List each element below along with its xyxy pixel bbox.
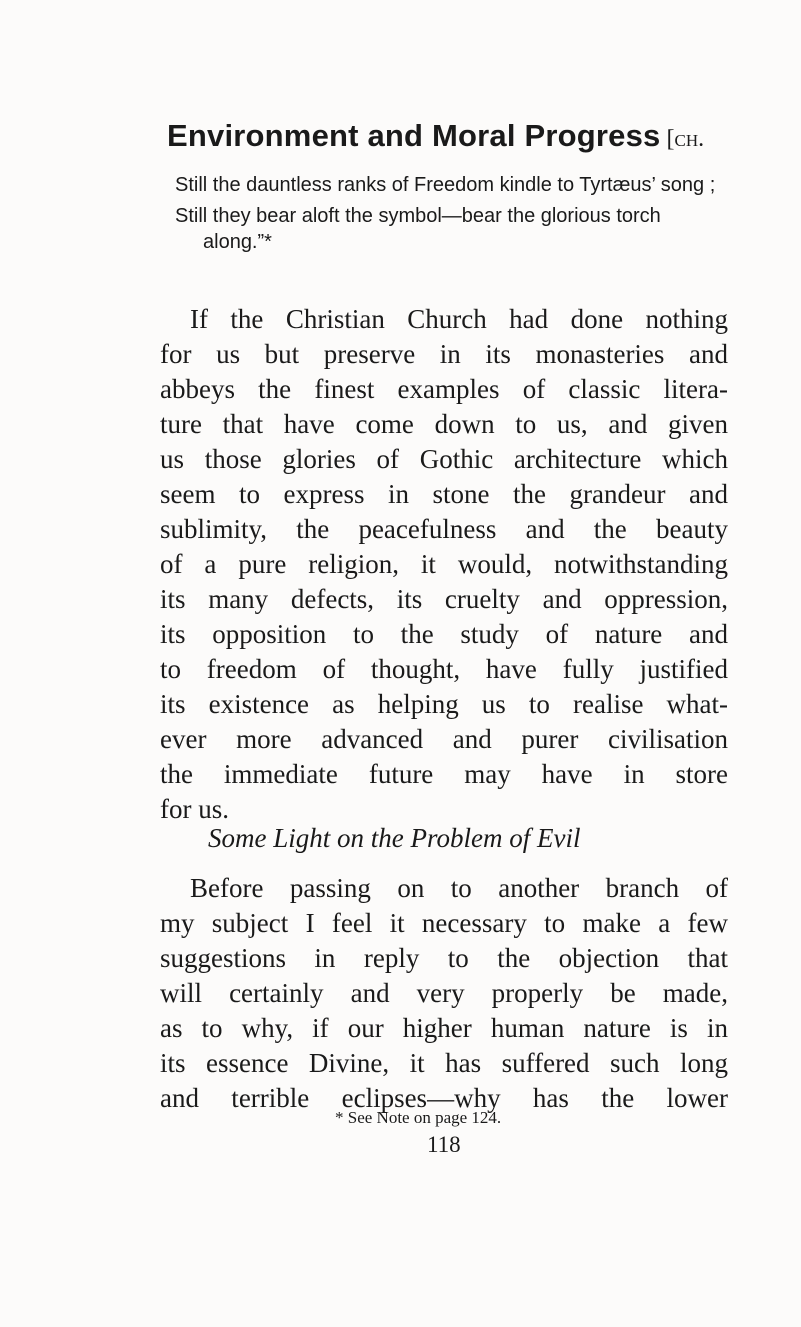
verse-line: Still the dauntless ranks of Freedom kindle to Tyrtæus’ song ; — [175, 174, 716, 196]
text-line: If the Christian Church had done nothing — [190, 304, 728, 334]
text-line: my subject I feel it necessary to make a few — [160, 908, 728, 938]
text-line: sublimity, the peacefulness and the beauty — [160, 514, 728, 544]
section-heading: Some Light on the Problem of Evil — [208, 823, 581, 853]
text-line: us those glories of Gothic architecture which — [160, 444, 728, 474]
text-line: its essence Divine, it has suffered such long — [160, 1048, 728, 1078]
text-line: ever more advanced and purer civilisation — [160, 724, 728, 754]
text-line: suggestions in reply to the objection that — [160, 943, 728, 973]
text-line: to freedom of thought, have fully justified — [160, 654, 728, 684]
text-line: ture that have come down to us, and given — [160, 409, 728, 439]
footnote: * See Note on page 124. — [335, 1108, 502, 1127]
text-line: as to why, if our higher human nature is in — [160, 1013, 728, 1043]
text-line: the immediate future may have in store — [160, 759, 728, 789]
page-number: 118 — [427, 1132, 461, 1157]
running-header — [167, 118, 727, 158]
verse-line: Still they bear aloft the symbol—bear the glorious torch along.”* — [175, 205, 661, 253]
text-line: will certainly and very properly be made, — [160, 978, 728, 1008]
text-line: its many defects, its cruelty and oppression, — [160, 584, 728, 614]
text-line: of a pure religion, it would, notwithstanding — [160, 549, 728, 579]
verse-quotation — [175, 172, 735, 260]
text-line: seem to express in stone the grandeur and — [160, 479, 728, 509]
text-line: for us but preserve in its monasteries and — [160, 339, 728, 369]
text-line: its existence as helping us to realise what- — [160, 689, 728, 719]
text-line: and terrible eclipses—why has the lower — [160, 1083, 728, 1113]
text-line: Before passing on to another branch of — [190, 873, 728, 903]
paragraph-church — [160, 302, 728, 827]
text-line: abbeys the finest examples of classic litera- — [160, 374, 728, 404]
running-title: Environment and Moral Progress — [167, 118, 661, 153]
text-line: its opposition to the study of nature and — [160, 619, 728, 649]
paragraph-evil — [160, 871, 728, 1116]
text-line: for us. — [160, 794, 229, 824]
chapter-marker: [ch. — [666, 126, 705, 152]
